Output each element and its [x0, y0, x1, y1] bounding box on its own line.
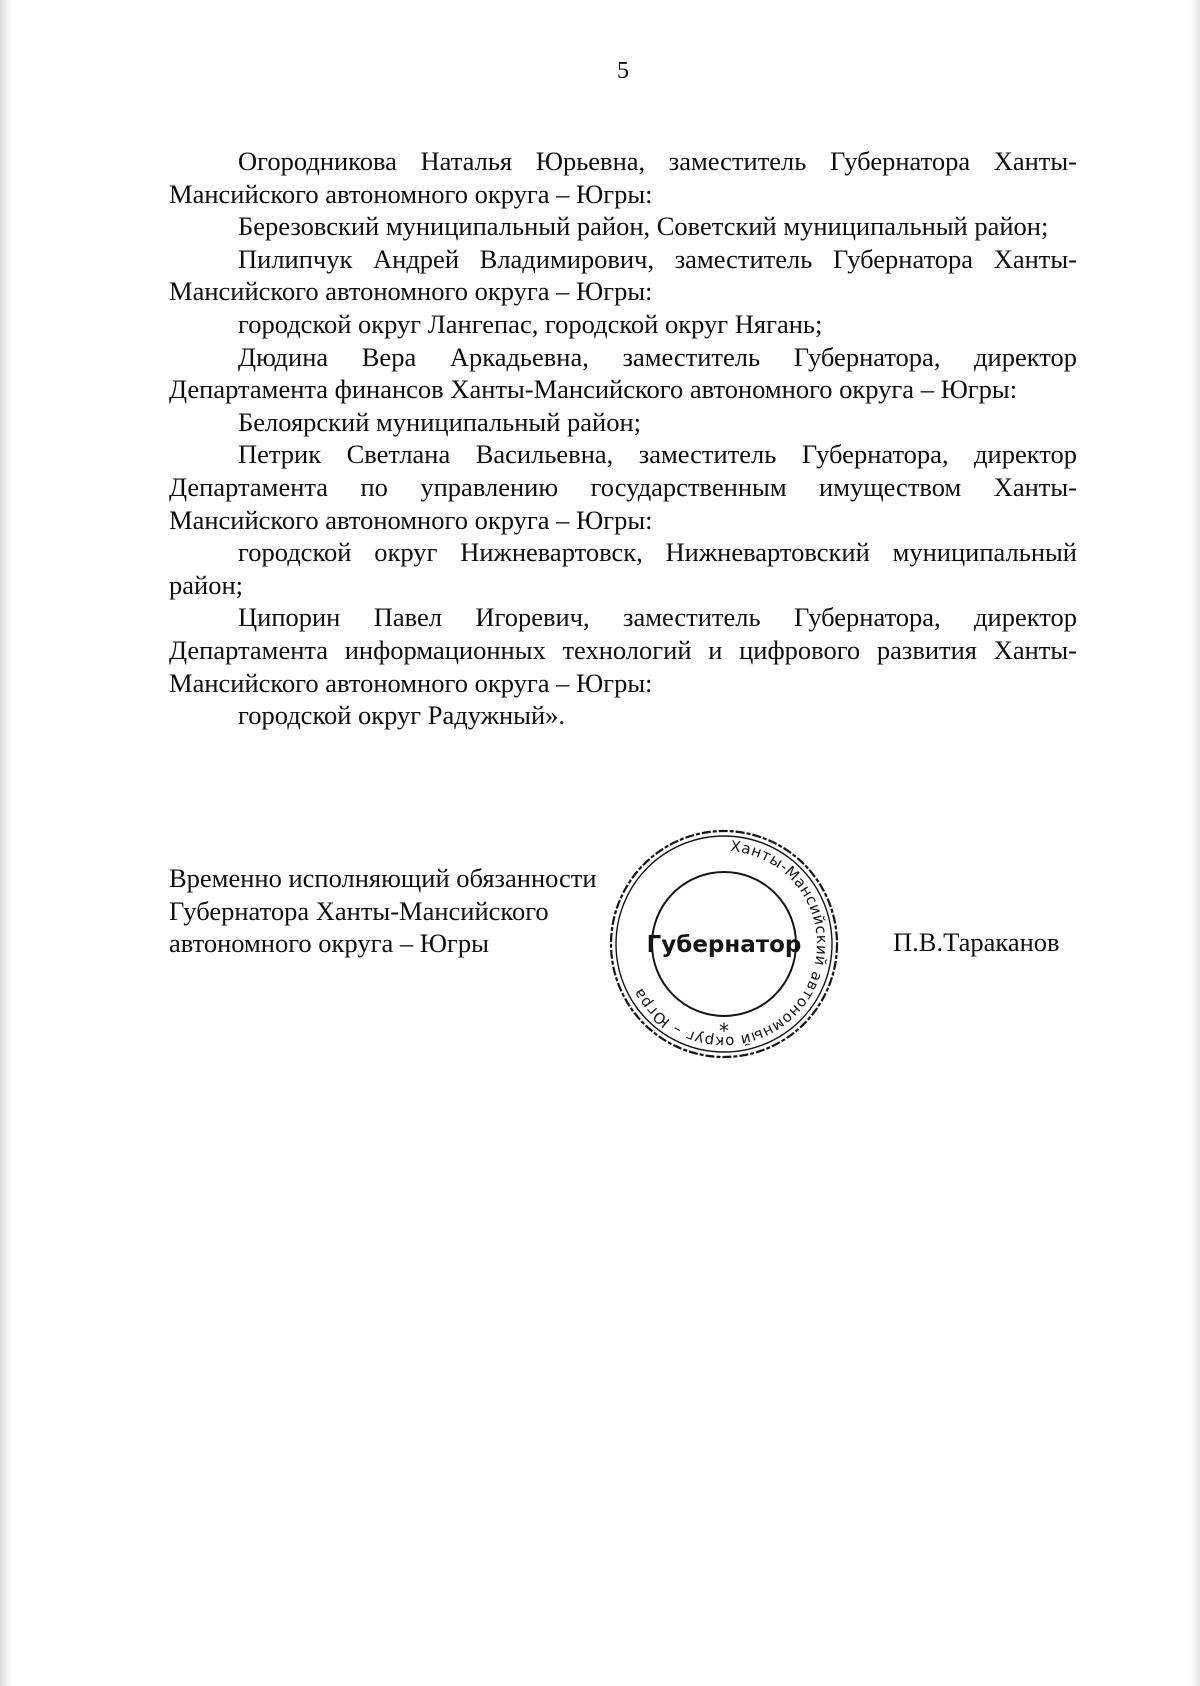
paragraph-districts-2: городской округ Лангепас, городской округ Нягань;: [238, 308, 823, 339]
paragraph-districts-3: Белоярский муниципальный район;: [238, 406, 642, 437]
document-body: [169, 145, 1077, 732]
paragraph-pilipchuk: Пилипчук Андрей Владимирович, заместитель Губернатора Ханты-Мансийского автономного округа – Югры:: [169, 243, 1077, 307]
signatory-name: П.В.Тараканов: [893, 927, 1060, 957]
seal-star: *: [719, 1019, 729, 1043]
paragraph-districts-1: Березовский муниципальный район, Советский муниципальный район;: [238, 211, 1049, 242]
seal-graphic: [606, 826, 842, 1062]
seal-ring-text: Ханты-Мансийский автономный округ – Югра: [629, 837, 832, 1052]
page-number: 5: [617, 58, 629, 84]
signatory-position-line: Губернатора Ханты-Мансийского: [169, 895, 549, 926]
paragraph-districts-5: городской округ Радужный».: [238, 700, 566, 731]
official-seal: [606, 826, 842, 1062]
paragraph-districts-4: городской округ Нижневартовск, Нижневартовский муниципальный район;: [169, 537, 1077, 600]
seal-center-text: Губернатор: [646, 932, 802, 958]
paragraph-petrik: Петрик Светлана Васильевна, заместитель Губернатора, директор Департамента по управлению государственным имуществом Ханты-Мансийского автономного округа – Югры:: [169, 439, 1077, 535]
paragraph-tsiporin: Ципорин Павел Игоревич, заместитель Губернатора, директор Департамента информационных технологий и цифрового развития Ханты-Мансийского автономного округа – Югры:: [169, 602, 1077, 698]
scan-edge-right: [1190, 0, 1200, 1686]
paragraph-dyudina: Дюдина Вера Аркадьевна, заместитель Губернатора, директор Департамента финансов Ханты-Мансийского автономного округа – Югры:: [169, 341, 1077, 405]
signatory-position: [169, 862, 597, 960]
signatory-position-line: Временно исполняющий обязанности: [169, 863, 597, 893]
signatory-position-line: автономного округа – Югры: [169, 928, 489, 959]
paragraph-ogorodnikova: Огородникова Наталья Юрьевна, заместитель Губернатора Ханты-Мансийского автономного округа – Югры:: [169, 146, 1077, 209]
scan-edge-left: [0, 0, 12, 1686]
